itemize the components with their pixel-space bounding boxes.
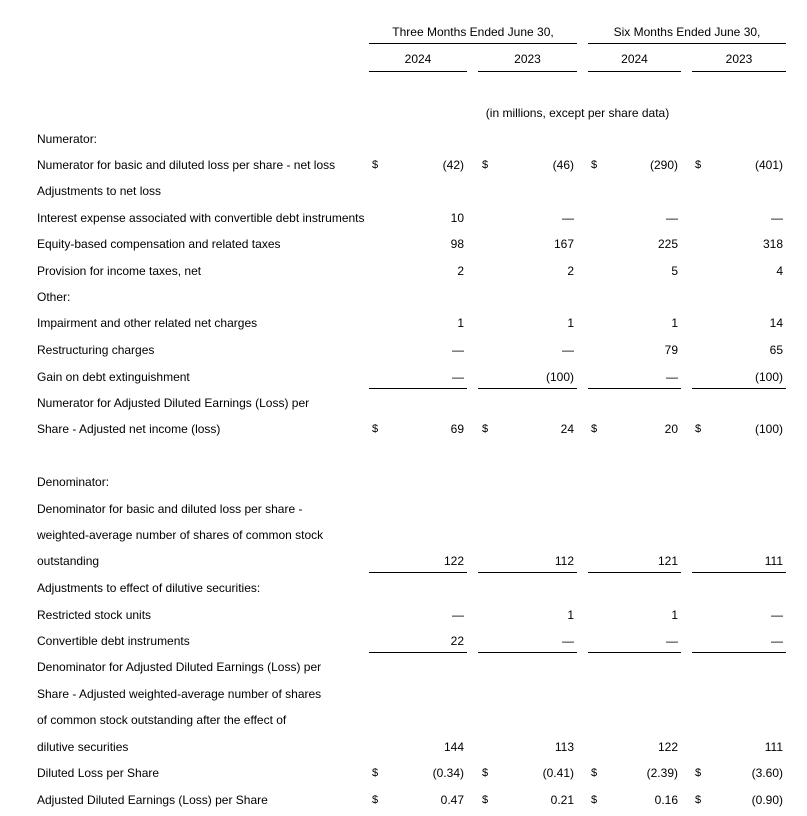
currency-symbol: $ (695, 159, 702, 171)
currency-symbol: $ (482, 423, 489, 435)
table-cell: — (771, 211, 783, 225)
table-cell: 98 (450, 237, 464, 251)
row-label: of common stock outstanding after the effect of (37, 713, 287, 727)
table-cell: 111 (764, 554, 783, 568)
year-header: 2024 (621, 52, 648, 66)
table-cell: 14 (769, 316, 783, 330)
table-cell: — (771, 608, 783, 622)
table-cell: 167 (553, 237, 574, 251)
table-cell: 122 (657, 740, 678, 754)
subtotal-underline (478, 572, 577, 573)
table-cell: 65 (769, 343, 783, 357)
year-underline (692, 71, 786, 72)
subtotal-underline (692, 388, 786, 389)
row-label: Diluted Loss per Share (37, 766, 160, 780)
table-cell: 113 (554, 740, 574, 754)
table-cell: (0.34) (432, 766, 464, 780)
currency-symbol: $ (482, 159, 489, 171)
table-cell: 1 (671, 608, 678, 622)
subtotal-underline (369, 652, 467, 653)
table-cell: 144 (443, 740, 464, 754)
row-label: Denominator: (37, 475, 110, 489)
subtotal-underline (588, 652, 681, 653)
currency-symbol: $ (372, 794, 379, 806)
row-label: Restructuring charges (37, 343, 155, 357)
currency-symbol: $ (482, 767, 489, 779)
table-cell: (0.90) (751, 793, 783, 807)
table-cell: — (562, 211, 574, 225)
table-cell: 24 (560, 422, 574, 436)
subtotal-underline (588, 388, 681, 389)
table-cell: 4 (776, 264, 783, 278)
row-label: Denominator for Adjusted Diluted Earnings (Loss) per (37, 660, 322, 674)
table-cell: 22 (450, 634, 464, 648)
table-cell: 79 (664, 343, 678, 357)
table-cell: — (452, 608, 464, 622)
row-label: Equity-based compensation and related taxes (37, 237, 281, 251)
currency-symbol: $ (372, 767, 379, 779)
table-cell: 2 (457, 264, 464, 278)
table-cell: (100) (754, 370, 783, 384)
row-label: Numerator: (37, 132, 98, 146)
subtotal-underline (369, 572, 467, 573)
table-cell: 5 (671, 264, 678, 278)
row-label: Denominator for basic and diluted loss per share - (37, 502, 303, 516)
subtotal-underline (478, 388, 577, 389)
table-cell: — (452, 343, 464, 357)
year-underline (478, 71, 577, 72)
table-cell: 112 (554, 554, 574, 568)
table-cell: 2 (567, 264, 574, 278)
header-six-months: Six Months Ended June 30, (613, 25, 761, 39)
currency-symbol: $ (482, 794, 489, 806)
table-cell: 122 (443, 554, 464, 568)
table-cell: 0.47 (440, 793, 464, 807)
table-cell: 121 (657, 554, 678, 568)
row-label: Gain on debt extinguishment (37, 370, 190, 384)
table-cell: 69 (450, 422, 464, 436)
row-label: Adjustments to effect of dilutive securities: (37, 581, 261, 595)
table-cell: (401) (754, 158, 783, 172)
table-cell: (46) (552, 158, 574, 172)
table-cell: (100) (545, 370, 574, 384)
currency-symbol: $ (695, 767, 702, 779)
currency-symbol: $ (372, 159, 379, 171)
table-cell: — (771, 634, 783, 648)
row-label: Restricted stock units (37, 608, 152, 622)
year-underline (369, 71, 467, 72)
table-cell: 225 (657, 237, 678, 251)
row-label: Impairment and other related net charges (37, 316, 258, 330)
currency-symbol: $ (591, 767, 598, 779)
table-cell: — (666, 634, 678, 648)
row-label: outstanding (37, 554, 100, 568)
table-cell: 20 (664, 422, 678, 436)
table-cell: 111 (764, 740, 783, 754)
row-label: Share - Adjusted net income (loss) (37, 422, 221, 436)
table-cell: 1 (457, 316, 464, 330)
table-cell: (100) (754, 422, 783, 436)
table-cell: — (562, 634, 574, 648)
table-cell: 1 (567, 316, 574, 330)
currency-symbol: $ (372, 423, 379, 435)
table-cell: (42) (442, 158, 464, 172)
year-header: 2023 (514, 52, 541, 66)
table-cell: (3.60) (751, 766, 783, 780)
row-label: Adjustments to net loss (37, 184, 162, 198)
row-label: Other: (37, 290, 71, 304)
table-cell: — (562, 343, 574, 357)
subtotal-underline (692, 572, 786, 573)
row-label: Provision for income taxes, net (37, 264, 202, 278)
header-three-months: Three Months Ended June 30, (392, 25, 554, 39)
row-label: Numerator for basic and diluted loss per share - net loss (37, 158, 336, 172)
subtotal-underline (369, 388, 467, 389)
currency-symbol: $ (695, 423, 702, 435)
table-cell: 318 (762, 237, 783, 251)
table-cell: 10 (450, 211, 464, 225)
units-note: (in millions, except per share data) (485, 106, 670, 120)
row-label: Share - Adjusted weighted-average number of shares (37, 687, 322, 701)
year-header: 2023 (725, 52, 753, 66)
currency-symbol: $ (695, 794, 702, 806)
row-label: Interest expense associated with convertible debt instruments (37, 211, 365, 225)
subtotal-underline (588, 572, 681, 573)
table-cell: 0.21 (550, 793, 574, 807)
row-label: Convertible debt instruments (37, 634, 190, 648)
table-cell: 1 (671, 316, 678, 330)
subtotal-underline (692, 652, 786, 653)
row-label: weighted-average number of shares of common stock (37, 528, 324, 542)
row-label: dilutive securities (37, 740, 129, 754)
table-cell: (2.39) (646, 766, 678, 780)
header-divider-three (369, 43, 577, 44)
year-underline (588, 71, 681, 72)
row-label: Adjusted Diluted Earnings (Loss) per Share (37, 793, 268, 807)
table-cell: — (666, 370, 678, 384)
subtotal-underline (478, 652, 577, 653)
table-cell: — (452, 370, 464, 384)
currency-symbol: $ (591, 794, 598, 806)
year-header: 2024 (404, 52, 432, 66)
currency-symbol: $ (591, 423, 598, 435)
table-cell: — (666, 211, 678, 225)
table-cell: 0.16 (654, 793, 678, 807)
table-cell: 1 (567, 608, 574, 622)
currency-symbol: $ (591, 159, 598, 171)
table-cell: (0.41) (542, 766, 574, 780)
header-divider-six (588, 43, 786, 44)
table-cell: (290) (649, 158, 678, 172)
row-label: Numerator for Adjusted Diluted Earnings (Loss) per (37, 396, 310, 410)
